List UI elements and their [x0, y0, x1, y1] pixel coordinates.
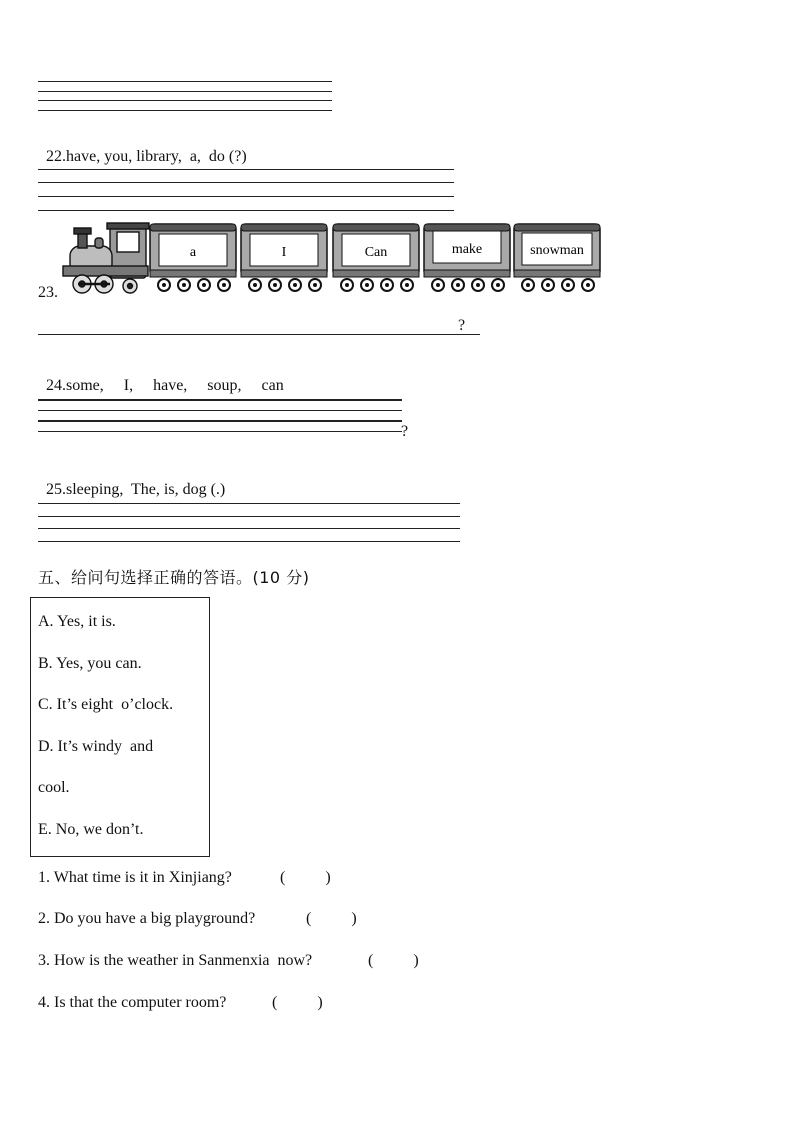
train-car-word: Can [364, 245, 388, 260]
writing-line [38, 528, 460, 529]
answer-blank-3[interactable]: ( ) [368, 952, 419, 969]
train-car-word: a [189, 245, 197, 260]
writing-line [38, 516, 460, 517]
question-number: 22. [46, 148, 66, 165]
option-b: B. Yes, you can. [38, 655, 142, 672]
question-number: 24. [46, 377, 66, 394]
train-car-2 [241, 224, 327, 291]
question-1: 1. What time is it in Xinjiang? [38, 869, 232, 886]
question-words: have, you, library, a, do (?) [66, 148, 247, 165]
train-car-word: snowman [530, 243, 584, 258]
answer-options-box [30, 597, 210, 857]
train-car-5 [514, 224, 600, 291]
question-22 [38, 130, 247, 166]
train-car-word: I [281, 245, 287, 260]
option-d-continued: cool. [38, 779, 70, 796]
writing-line [38, 410, 402, 411]
writing-line-q23[interactable] [38, 334, 480, 335]
question-number: 25. [46, 481, 66, 498]
option-d: D. It’s windy and [38, 738, 154, 755]
writing-line [38, 503, 460, 504]
question-23-number: 23. [38, 284, 58, 301]
writing-line [38, 81, 332, 82]
writing-line [38, 399, 402, 401]
train-car-4 [424, 224, 510, 291]
question-24-end-mark: ? [401, 423, 409, 440]
question-2: 2. Do you have a big playground? [38, 910, 256, 927]
writing-line [38, 210, 454, 211]
answer-blank-4[interactable]: ( ) [272, 994, 323, 1011]
question-23-end-mark: ? [458, 317, 466, 334]
writing-line [38, 431, 402, 432]
train-car-word: make [451, 242, 483, 257]
writing-line [38, 541, 460, 542]
writing-line [38, 420, 402, 422]
writing-line [38, 100, 332, 101]
question-words: sleeping, The, is, dog (.) [66, 481, 226, 498]
writing-line [38, 91, 332, 92]
question-24 [38, 359, 284, 395]
train-car-1 [150, 224, 236, 291]
option-c: C. It’s eight o’clock. [38, 696, 174, 713]
train-car-3 [333, 224, 419, 291]
writing-line [38, 169, 454, 170]
writing-line [38, 196, 454, 197]
question-25 [38, 463, 225, 499]
writing-line [38, 110, 332, 111]
writing-line [38, 182, 454, 183]
section-5-heading: 五、给问句选择正确的答语。(10 分) [38, 568, 310, 587]
question-3: 3. How is the weather in Sanmenxia now? [38, 952, 313, 969]
question-words: some, I, have, soup, can [66, 377, 284, 394]
train-illustration [60, 218, 605, 300]
locomotive-icon [63, 223, 149, 293]
answer-blank-2[interactable]: ( ) [306, 910, 357, 927]
question-4: 4. Is that the computer room? [38, 994, 227, 1011]
option-a: A. Yes, it is. [38, 613, 116, 630]
option-e: E. No, we don’t. [38, 821, 144, 838]
answer-blank-1[interactable]: ( ) [280, 869, 331, 886]
